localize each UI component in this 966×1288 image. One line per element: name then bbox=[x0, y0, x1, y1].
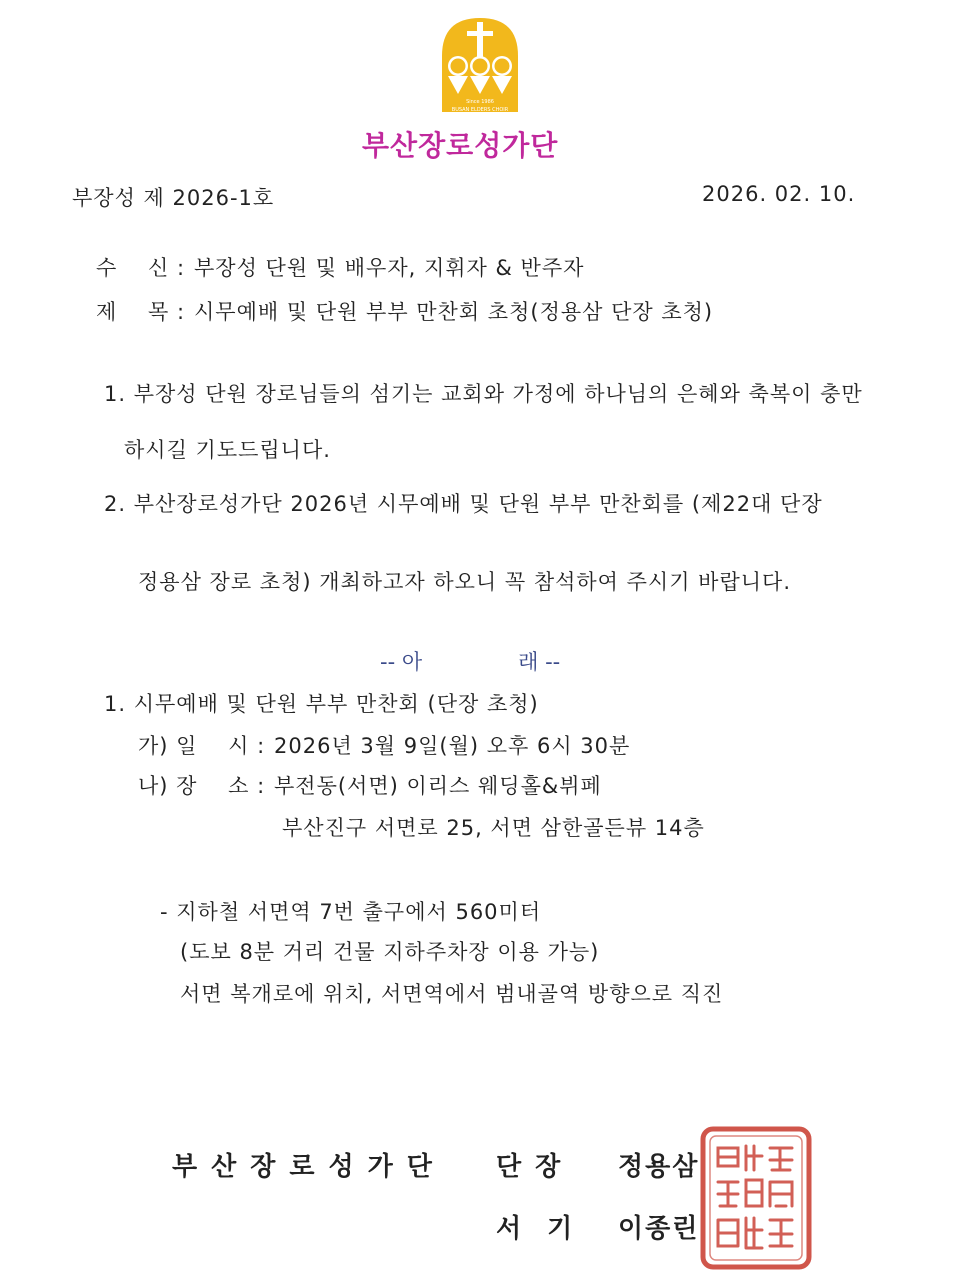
signature-title-2: 서기 bbox=[496, 1214, 599, 1244]
time-value: 2026년 3월 9일(월) 오후 6시 30분 bbox=[274, 734, 631, 758]
place-address: 부산진구 서면로 25, 서면 삼한골든뷰 14층 bbox=[282, 816, 705, 840]
logo-caption: BUSAN ELDERS CHOIR bbox=[451, 107, 509, 113]
recipient-label: 수 신 : bbox=[96, 256, 186, 280]
logo-since: Since 1986 bbox=[466, 99, 494, 105]
place-value: 부전동(서면) 이리스 웨딩홀&뷔페 bbox=[274, 774, 602, 798]
signature-name-2: 이종린 bbox=[618, 1214, 700, 1244]
below-heading-left: -- 아 bbox=[380, 650, 423, 674]
choir-logo bbox=[436, 14, 524, 118]
place-line bbox=[138, 770, 602, 800]
detail-item-1: 1. 시무예배 및 단원 부부 만찬회 (단장 초청) bbox=[104, 692, 539, 716]
document-number: 부장성 제 2026-1호 bbox=[72, 186, 275, 210]
document-date: 2026. 02. 10. bbox=[702, 182, 856, 206]
subject-value: 시무예배 및 단원 부부 만찬회 초청(정용삼 단장 초청) bbox=[194, 300, 714, 324]
paragraph-2-line-2: 정용삼 장로 초청) 개최하고자 하오니 꼭 참석하여 주시기 바랍니다. bbox=[138, 570, 791, 594]
signature-name-1: 정용삼 bbox=[618, 1152, 700, 1182]
direction-line-3: 서면 복개로에 위치, 서면역에서 범내골역 방향으로 직진 bbox=[180, 982, 724, 1006]
direction-line-1: - 지하철 서면역 7번 출구에서 560미터 bbox=[160, 900, 542, 924]
official-seal-stamp bbox=[700, 1126, 812, 1270]
below-heading-right: 래 -- bbox=[518, 650, 561, 674]
time-line bbox=[138, 730, 630, 760]
below-heading bbox=[380, 646, 560, 676]
signature-org: 부산장로성가단 bbox=[172, 1152, 446, 1182]
time-label: 가) 일 시 : bbox=[138, 734, 266, 758]
signature-title-1: 단장 bbox=[496, 1152, 575, 1182]
paragraph-1-line-1: 1. 부장성 단원 장로님들의 섬기는 교회와 가정에 하나님의 은혜와 축복이 충만 bbox=[104, 382, 863, 406]
subject-line bbox=[96, 296, 713, 326]
org-name-title: 부산장로성가단 bbox=[362, 129, 559, 162]
paragraph-2-line-1: 2. 부산장로성가단 2026년 시무예배 및 단원 부부 만찬회를 (제22대 단장 bbox=[104, 492, 823, 516]
place-label: 나) 장 소 : bbox=[138, 774, 266, 798]
direction-line-2: (도보 8분 거리 건물 지하주차장 이용 가능) bbox=[180, 940, 600, 964]
paragraph-1-line-2: 하시길 기도드립니다. bbox=[124, 438, 331, 462]
recipient-value: 부장성 단원 및 배우자, 지휘자 & 반주자 bbox=[194, 256, 585, 280]
subject-label: 제 목 : bbox=[96, 300, 186, 324]
recipient-line bbox=[96, 252, 584, 282]
